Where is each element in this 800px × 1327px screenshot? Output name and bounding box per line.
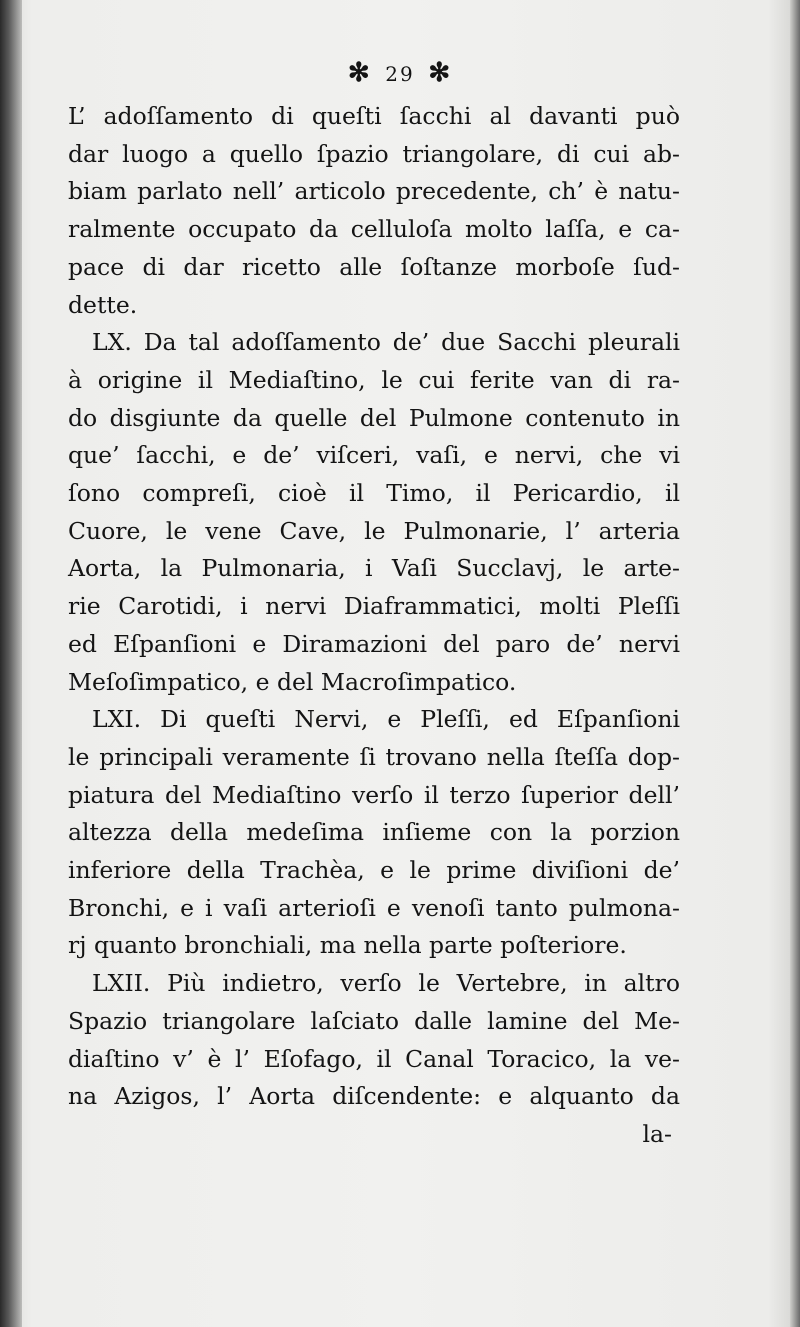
text-line: altezza della medeſima inſieme con la porzion [68, 818, 680, 847]
text-line: dar luogo a quello ſpazio triangolare, di cui ab- [68, 139, 680, 168]
text-line: diaſtino v’ è l’ Eſofago, il Canal Toracico, la ve- [68, 1044, 680, 1073]
text-line: Cuore, le vene Cave, le Pulmonarie, l’ arteria [68, 516, 680, 545]
text-line: do disgiunte da quelle del Pulmone contenuto in [68, 403, 680, 432]
text-line: na Azigos, l’ Aorta diſcendente: e alquanto da [68, 1082, 680, 1111]
text-line: ed Eſpanſioni e Diramazioni del paro de’ nervi [68, 629, 680, 658]
text-line: à origine il Mediaſtino, le cui ferite van di ra- [68, 365, 680, 394]
body-text [68, 98, 680, 1154]
text-line: Bronchi, e i vaſi arterioſi e venoſi tanto pulmona- [68, 893, 680, 922]
page-number: 29 [385, 62, 415, 86]
text-line: que’ ſacchi, e de’ viſceri, vaſi, e nervi, che vi [68, 441, 680, 470]
section-lx-start: LX. Da tal adoſſamento de’ due Sacchi pleurali [92, 328, 680, 357]
section-lxi-start: LXI. Di queſti Nervi, e Pleſſi, ed Eſpanſioni [92, 705, 680, 734]
ornament-left-icon: ✻ [347, 58, 372, 88]
text-line: piatura del Mediaſtino verſo il terzo ſuperior dell’ [68, 780, 680, 809]
text-line: pace di dar ricetto alle ſoſtanze morboſe ſud- [68, 252, 680, 281]
section-lxii-start: LXII. Più indietro, verſo le Vertebre, in altro [92, 969, 680, 998]
text-line: rie Carotidi, i nervi Diaframmatici, molti Pleſſi [68, 592, 680, 621]
text-line: biam parlato nell’ articolo precedente, ch’ è natu- [68, 177, 680, 206]
text-line: Aorta, la Pulmonaria, i Vaſi Succlavj, le arte- [68, 554, 680, 583]
text-line: dette. [68, 290, 138, 319]
text-line: ralmente occupato da celluloſa molto laſſa, e ca- [68, 215, 680, 244]
page-left-shadow [0, 0, 22, 1327]
text-line: Meſoſimpatico, e del Macroſimpatico. [68, 667, 517, 696]
text-line: Spazio triangolare laſciato dalle lamine del Me- [68, 1006, 680, 1035]
text-line: rj quanto bronchiali, ma nella parte poſteriore. [68, 931, 627, 960]
page-right-shadow [790, 0, 800, 1327]
text-line: ſono compreſi, cioè il Timo, il Pericardio, il [68, 479, 680, 508]
text-line: L’ adoſſamento di queſti ſacchi al davanti può [68, 102, 680, 130]
ornament-right-icon: ✻ [428, 58, 453, 88]
text-line: le principali veramente ſi trovano nella ſteſſa dop- [68, 742, 680, 771]
page-header [0, 58, 800, 88]
text-line: inferiore della Trachèa, e le prime diviſioni de’ [68, 856, 680, 885]
catchword: la- [642, 1119, 672, 1148]
